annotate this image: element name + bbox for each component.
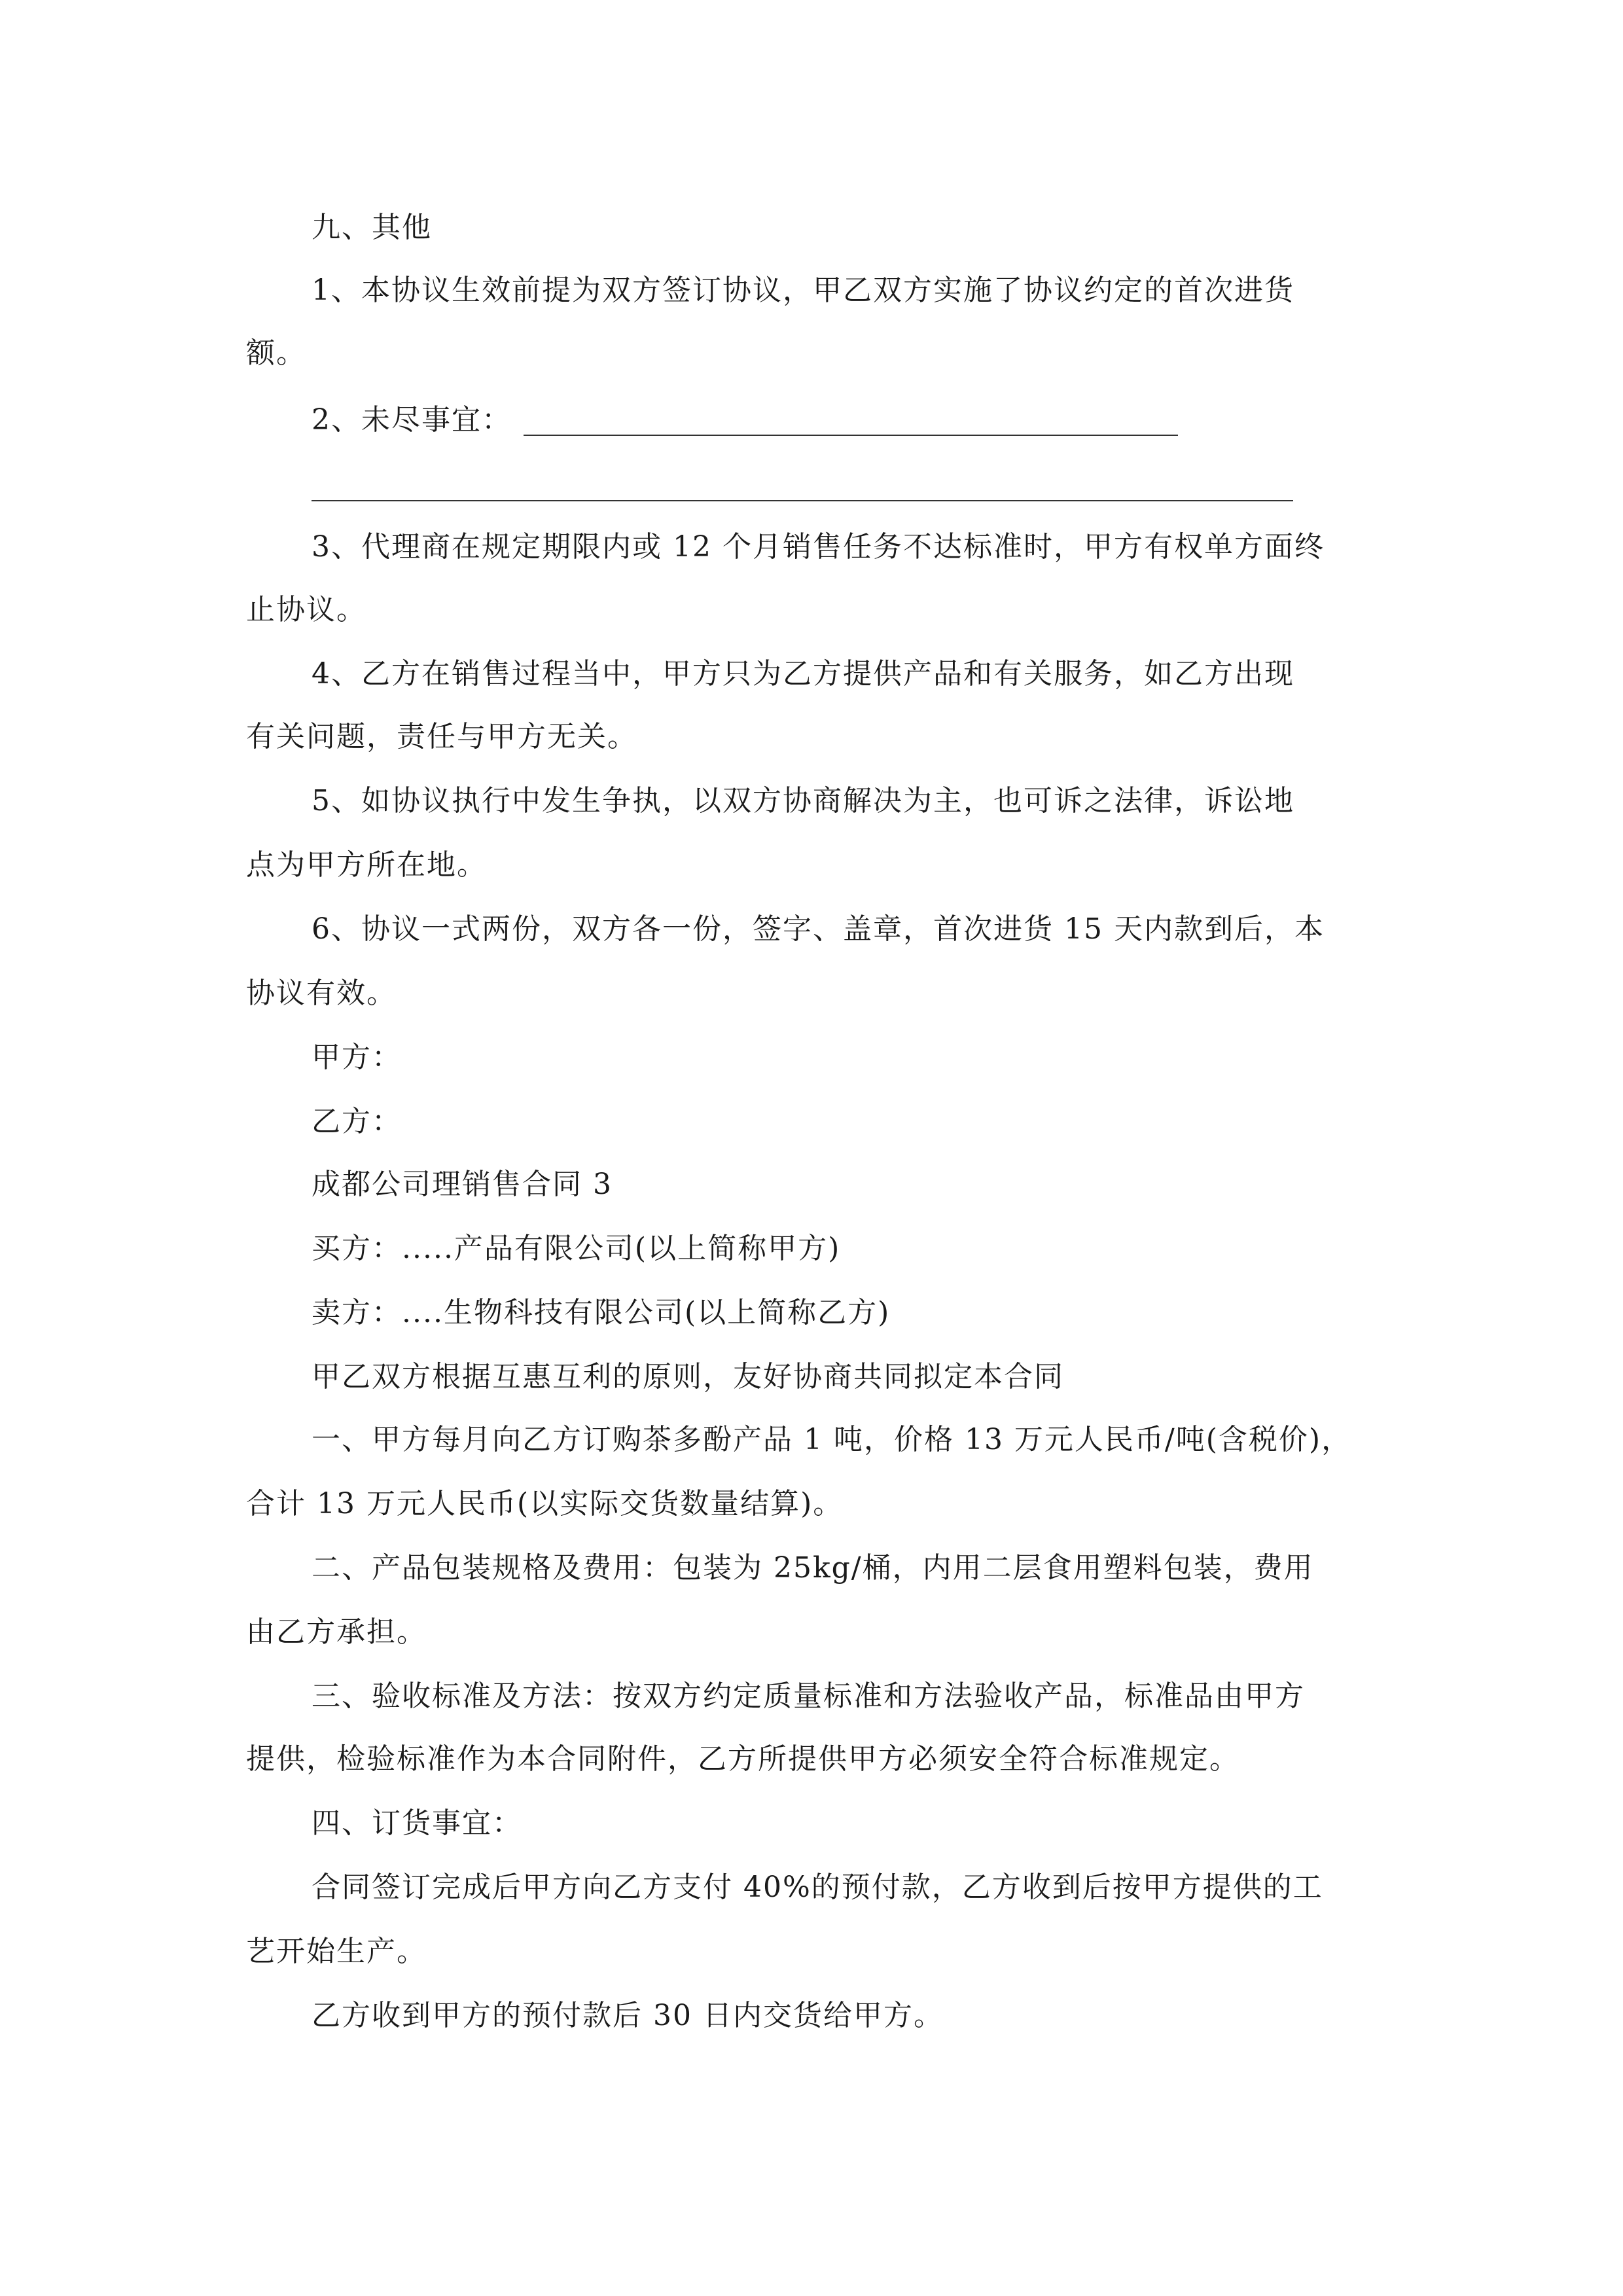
clause-1: 1、本协议生效前提为双方签订协议，甲乙双方实施了协议约定的首次进货 [312, 274, 1294, 307]
article-2-cont: 由乙方承担。 [246, 1615, 427, 1649]
preamble: 甲乙双方根据互惠互利的原则，友好协商共同拟定本合同 [312, 1360, 1064, 1393]
seller-line: 卖方：....生物科技有限公司(以上简称乙方) [312, 1296, 891, 1329]
article-2: 二、产品包装规格及费用：包装为 25kg/桶，内用二层食用塑料包装，费用 [312, 1551, 1314, 1585]
article-3-cont: 提供，检验标准作为本合同附件，乙方所提供甲方必须安全符合标准规定。 [246, 1742, 1240, 1776]
article-1: 一、甲方每月向乙方订购茶多酚产品 1 吨，价格 13 万元人民币/吨(含税价)， [312, 1423, 1352, 1456]
article-4-para-2: 乙方收到甲方的预付款后 30 日内交货给甲方。 [312, 1999, 944, 2032]
article-3: 三、验收标准及方法：按双方约定质量标准和方法验收产品，标准品由甲方 [312, 1679, 1305, 1713]
party-b-label: 乙方： [312, 1105, 402, 1138]
clause-1-cont: 额。 [246, 336, 306, 370]
contract-title: 成都公司理销售合同 3 [312, 1168, 613, 1201]
clause-4: 4、乙方在销售过程当中，甲方只为乙方提供产品和有关服务，如乙方出现 [312, 657, 1294, 691]
section-heading-nine: 九、其他 [312, 211, 432, 244]
clause-6: 6、协议一式两份，双方各一份，签字、盖章，首次进货 15 天内款到后，本 [312, 912, 1325, 946]
party-a-label: 甲方： [312, 1041, 402, 1074]
buyer-line: 买方：.....产品有限公司(以上简称甲方) [312, 1232, 841, 1265]
clause-3: 3、代理商在规定期限内或 12 个月销售任务不达标准时，甲方有权单方面终 [312, 530, 1325, 564]
clause-5-cont: 点为甲方所在地。 [246, 848, 487, 882]
article-4-para-1: 合同签订完成后甲方向乙方支付 40%的预付款，乙方收到后按甲方提供的工 [312, 1871, 1323, 1904]
article-4-heading: 四、订货事宜： [312, 1806, 522, 1840]
clause-5: 5、如协议执行中发生争执，以双方协商解决为主，也可诉之法律，诉讼地 [312, 784, 1294, 817]
clause-2: 2、未尽事宜： [312, 403, 512, 437]
clause-4-cont: 有关问题，责任与甲方无关。 [246, 720, 637, 753]
blank-fill-line-1 [524, 435, 1178, 436]
article-1-cont: 合计 13 万元人民币(以实际交货数量结算)。 [246, 1487, 844, 1520]
clause-3-cont: 止协议。 [246, 593, 366, 626]
blank-fill-line-2 [312, 500, 1293, 501]
clause-6-cont: 协议有效。 [246, 977, 397, 1010]
article-4-para-1-cont: 艺开始生产。 [246, 1935, 427, 1968]
